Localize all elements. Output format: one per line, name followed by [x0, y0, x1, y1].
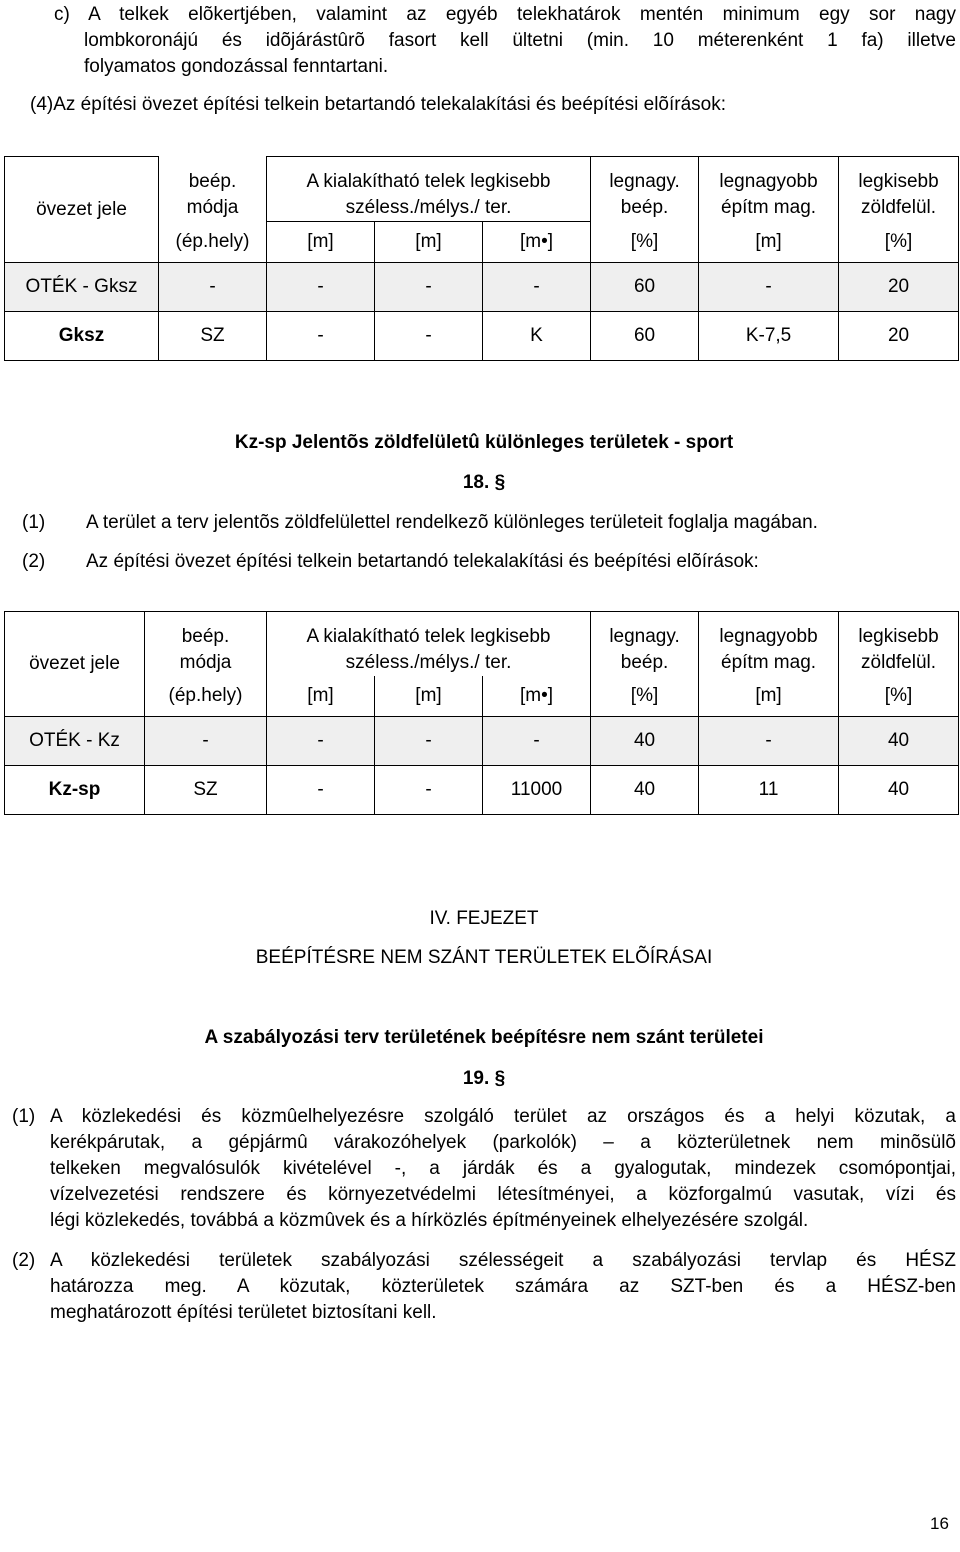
- header-height-line-1: legnagyobb: [719, 626, 818, 647]
- section-19-p2-line: meghatározott építési területet biztosítani kell.: [50, 1302, 437, 1323]
- table-row: [5, 717, 959, 766]
- header-green: [839, 157, 959, 222]
- row-cell: 60: [591, 263, 699, 312]
- unit-cell: (ép.hely): [159, 222, 267, 263]
- header-mode-line-1: beép.: [181, 626, 230, 647]
- section-19-p1-num: (1): [12, 1106, 36, 1127]
- section-19-p1-line: telkeken megvalósulók kivételével -, a járdák és a gyalogutak, mindezek csomópontjai,: [50, 1158, 956, 1179]
- row-cell: 11: [699, 766, 839, 815]
- section-19-title: A szabályozási terv területének beépítésre nem szánt területei: [204, 1027, 764, 1048]
- section-18-heading: [0, 470, 960, 496]
- header-mode-line-1: beép.: [188, 170, 237, 192]
- header-height: [699, 612, 839, 677]
- header-green-line-2: zöldfelül.: [861, 197, 937, 218]
- table-row: [5, 766, 959, 815]
- table-header-row: [5, 157, 959, 222]
- row-cell: -: [483, 717, 591, 766]
- header-lot: [267, 612, 591, 677]
- row-cell: -: [699, 717, 839, 766]
- table-gksz: [4, 156, 959, 361]
- header-mode-line-2: módja: [186, 196, 239, 218]
- header-lot-line-2: széless./mélys./ ter.: [345, 197, 512, 218]
- section-19-p2-line: A közlekedési területek szabályozási szélességeit a szabályozási tervlap és HÉSZ: [50, 1250, 956, 1271]
- section-19-p2-line: határozza meg. A közutak, közterületek számára az SZT-ben és a HÉSZ-ben: [50, 1276, 956, 1297]
- chapter-number: IV. FEJEZET: [429, 908, 539, 929]
- section-18-p2-text: Az építési övezet építési telkein betartandó telekalakítási és beépítési elõírások:: [86, 551, 759, 572]
- row-cell: -: [267, 312, 375, 361]
- row-cell: 20: [839, 263, 959, 312]
- paragraph-symbol: §: [494, 1068, 506, 1089]
- header-lot-line-1: A kialakítható telek legkisebb: [306, 171, 551, 192]
- header-build-line-1: legnagy.: [609, 626, 680, 647]
- row-cell: -: [267, 717, 375, 766]
- unit-cell: [m]: [375, 222, 483, 263]
- table-header-row: [5, 612, 959, 677]
- row-cell: SZ: [145, 766, 267, 815]
- row-cell: 11000: [483, 766, 591, 815]
- row-zone: Kz-sp: [5, 766, 145, 815]
- section-19-p1-line: kerékpárutak, a gépjármû várakozóhelyek (parkolók) – a közterületnek nem minõsülõ: [50, 1132, 956, 1153]
- row-cell: K: [483, 312, 591, 361]
- header-green: [839, 612, 959, 677]
- row-zone: OTÉK - Gksz: [5, 263, 159, 312]
- row-cell: -: [267, 263, 375, 312]
- paragraph-symbol: §: [494, 472, 506, 493]
- header-mode: [159, 157, 267, 222]
- unit-cell: [%]: [839, 222, 959, 263]
- row-cell: -: [483, 263, 591, 312]
- header-height-line-1: legnagyobb: [719, 171, 818, 192]
- header-build-line-1: legnagy.: [609, 171, 680, 192]
- header-zone-label: övezet jele: [29, 653, 120, 674]
- page-number: 16: [930, 1514, 949, 1533]
- row-cell: 40: [839, 766, 959, 815]
- header-zone-label: övezet jele: [36, 198, 127, 220]
- unit-cell: [m]: [699, 222, 839, 263]
- row-cell: K-7,5: [699, 312, 839, 361]
- row-cell: SZ: [159, 312, 267, 361]
- header-height-line-2: építm mag.: [721, 197, 817, 218]
- item-c-line-1: c) A telkek elõkertjében, valamint az egyéb telekhatárok mentén minimum egy sor nagy: [54, 4, 956, 25]
- item-c-line-2: lombkoronájú és idõjárástûrõ fasort kell ültetni (min. 10 méterenként 1 fa) illetve: [84, 30, 956, 51]
- section-19-p2-num: (2): [12, 1250, 36, 1271]
- unit-cell: [m]: [699, 676, 839, 717]
- table-kz-sp: [4, 611, 959, 815]
- row-zone: OTÉK - Kz: [5, 717, 145, 766]
- item-4-text: (4)Az építési övezet építési telkein betartandó telekalakítási és beépítési elõírások:: [30, 94, 727, 115]
- header-height: [699, 157, 839, 222]
- section-19-p1-line: légi közlekedés, továbbá a közmûvek és a hírközlés építményeinek elhelyezésére szolgál.: [50, 1210, 809, 1231]
- header-mode: [145, 612, 267, 677]
- unit-cell: (ép.hely): [145, 676, 267, 717]
- header-zone: [5, 157, 159, 263]
- section-18-p1-num: (1): [22, 512, 46, 533]
- header-lot-line-2: széless./mélys./ ter.: [345, 652, 512, 673]
- row-cell: 40: [591, 717, 699, 766]
- section-19-p1-line: A közlekedési és közmûelhelyezésre szolgáló terület az országos és a helyi közutak, a: [50, 1106, 956, 1127]
- unit-cell: [m•]: [483, 222, 591, 263]
- header-build-line-2: beép.: [620, 197, 669, 218]
- section-19-number: 19.: [462, 1068, 490, 1089]
- header-lot: [267, 157, 591, 222]
- row-cell: 60: [591, 312, 699, 361]
- header-green-line-1: legkisebb: [858, 626, 939, 647]
- table-row: [5, 312, 959, 361]
- header-build-line-2: beép.: [620, 652, 669, 673]
- row-cell: -: [699, 263, 839, 312]
- row-cell: -: [375, 312, 483, 361]
- unit-cell: [m]: [267, 222, 375, 263]
- header-build: [591, 157, 699, 222]
- header-build: [591, 612, 699, 677]
- section-18-number: 18.: [462, 472, 490, 493]
- chapter-title: BEÉPÍTÉSRE NEM SZÁNT TERÜLETEK ELÕÍRÁSAI: [255, 947, 713, 968]
- row-cell: 40: [591, 766, 699, 815]
- section-18-p1-text: A terület a terv jelentõs zöldfelülettel rendelkezõ különleges területeit foglalja magában.: [86, 512, 818, 533]
- row-cell: -: [267, 766, 375, 815]
- row-zone: Gksz: [5, 312, 159, 361]
- header-green-line-2: zöldfelül.: [861, 652, 937, 673]
- header-height-line-2: építm mag.: [721, 652, 817, 673]
- item-c-line-3: folyamatos gondozással fenntartani.: [84, 56, 389, 77]
- row-cell: -: [375, 717, 483, 766]
- unit-cell: [%]: [839, 676, 959, 717]
- section-19-p1-line: vízelvezetési rendszere és környezetvédelmi létesítményei, a közforgalmú vasutak, vízi és: [50, 1184, 956, 1205]
- header-lot-line-1: A kialakítható telek legkisebb: [306, 626, 551, 647]
- row-cell: -: [145, 717, 267, 766]
- table-row: [5, 263, 959, 312]
- table-unit-row: [5, 676, 959, 717]
- section-18-p2-num: (2): [22, 551, 46, 572]
- row-cell: -: [375, 263, 483, 312]
- row-cell: 40: [839, 717, 959, 766]
- unit-cell: [m]: [375, 676, 483, 717]
- section-18-title: Kz-sp Jelentõs zöldfelületû különleges területek - sport: [234, 432, 734, 453]
- unit-cell: [%]: [591, 676, 699, 717]
- unit-cell: [m]: [267, 676, 375, 717]
- section-19-heading: [0, 1066, 960, 1092]
- unit-cell: [m•]: [483, 676, 591, 717]
- row-cell: -: [159, 263, 267, 312]
- header-green-line-1: legkisebb: [858, 171, 939, 192]
- row-cell: -: [375, 766, 483, 815]
- unit-cell: [%]: [591, 222, 699, 263]
- header-zone: [5, 612, 145, 717]
- header-mode-line-2: módja: [179, 652, 232, 673]
- row-cell: 20: [839, 312, 959, 361]
